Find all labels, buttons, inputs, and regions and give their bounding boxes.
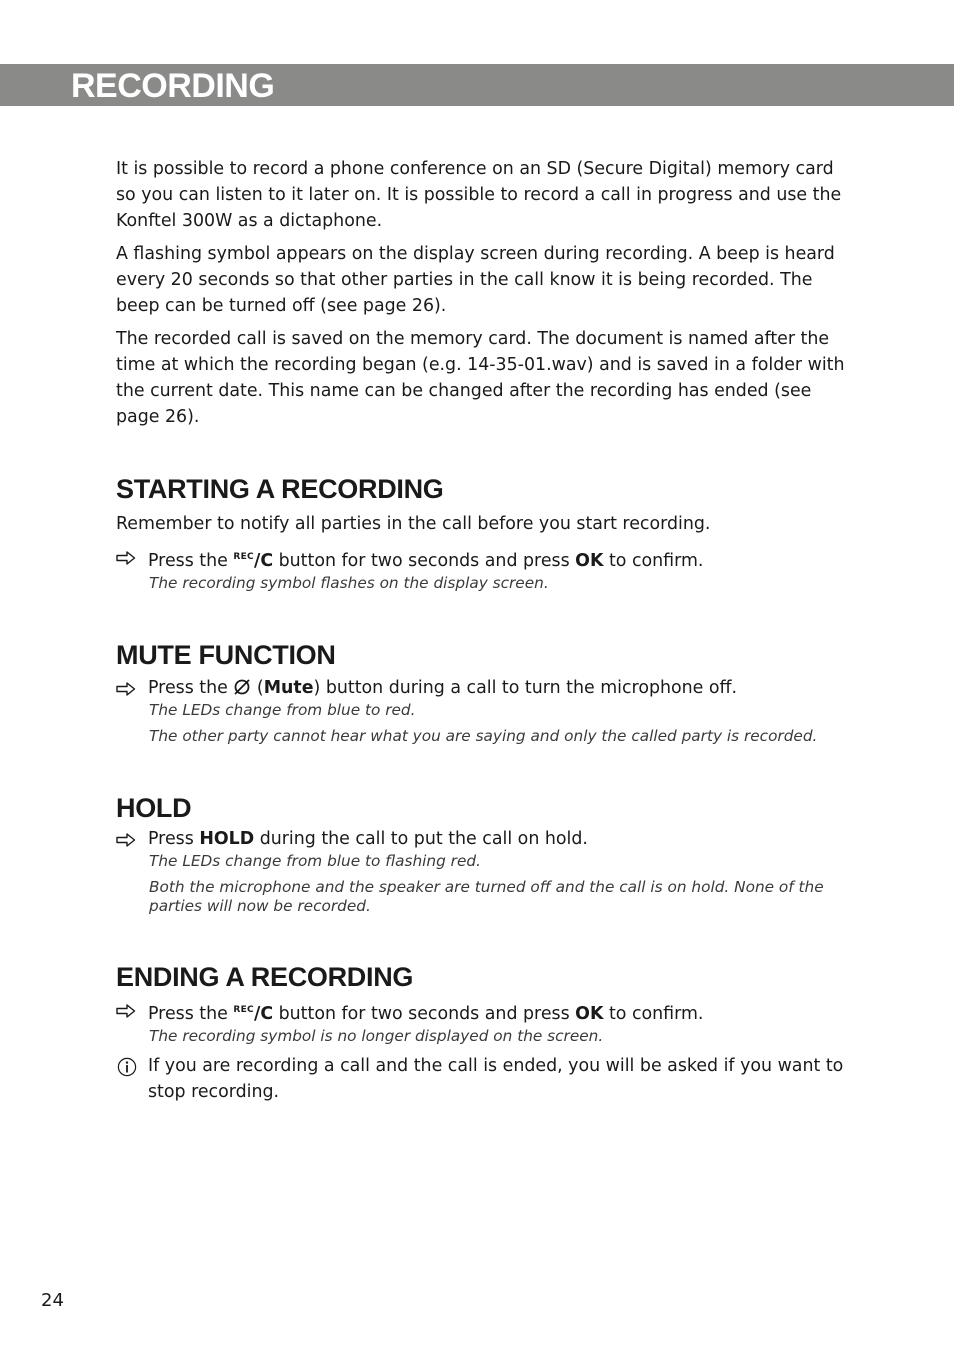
ok-key: OK bbox=[575, 551, 604, 571]
arrow-right-icon bbox=[116, 833, 136, 847]
mute-note-2: The other party cannot hear what you are saying and only the called party is recorded. bbox=[149, 727, 818, 745]
rec-label: REC bbox=[233, 552, 254, 562]
heading-ending-recording: ENDING A RECORDING bbox=[116, 962, 414, 992]
ok-key: OK bbox=[575, 1004, 604, 1024]
main-content bbox=[116, 156, 858, 1105]
heading-hold: HOLD bbox=[116, 793, 192, 823]
intro-paragraph-3: The recorded call is saved on the memory card. The document is named after the time at which the recording began (e.g. 14-35-01.wav) and is saved in a folder with the current date. This name can be changed after the recording has ended (see page 26). bbox=[116, 329, 845, 427]
mute-key: Mute bbox=[263, 678, 314, 698]
mute-icon bbox=[233, 678, 251, 696]
title-banner bbox=[0, 64, 954, 106]
arrow-right-icon bbox=[116, 551, 136, 565]
rec-c-key: /C bbox=[253, 551, 274, 571]
mute-note-1: The LEDs change from blue to red. bbox=[149, 701, 416, 719]
ending-note: The recording symbol is no longer displayed on the screen. bbox=[149, 1027, 604, 1045]
info-icon bbox=[117, 1057, 137, 1077]
arrow-right-icon bbox=[116, 1004, 136, 1018]
starting-text: Remember to notify all parties in the call before you start recording. bbox=[116, 514, 711, 534]
rec-c-key: /C bbox=[253, 1004, 274, 1024]
page-title: RECORDING bbox=[71, 67, 275, 105]
rec-label: REC bbox=[233, 1005, 254, 1015]
heading-starting-recording: STARTING A RECORDING bbox=[116, 474, 444, 504]
intro-paragraph-2: A flashing symbol appears on the display screen during recording. A beep is heard every 20 seconds so that other parties in the call know it is being recorded. The beep can be turned off (see page 26). bbox=[116, 244, 835, 316]
ending-info: If you are recording a call and the call is ended, you will be asked if you want to stop recording. bbox=[116, 1053, 858, 1105]
intro-paragraph-1: It is possible to record a phone conference on an SD (Secure Digital) memory card so you can listen to it later on. It is possible to record a call in progress and use the Konftel 300W as a dictaphone. bbox=[116, 159, 842, 231]
page-number: 24 bbox=[41, 1290, 64, 1311]
hold-key: HOLD bbox=[199, 829, 255, 849]
heading-mute-function: MUTE FUNCTION bbox=[116, 640, 336, 670]
starting-note: The recording symbol flashes on the display screen. bbox=[149, 574, 549, 592]
hold-note-1: The LEDs change from blue to flashing red. bbox=[149, 852, 481, 870]
arrow-right-icon bbox=[116, 682, 136, 696]
ending-step: Press the $^{REC}$/C button for two seconds and press OK to confirm. bbox=[116, 997, 858, 1027]
mute-step: Press the (Mute) button during a call to turn the microphone off. bbox=[116, 675, 858, 701]
hold-note-2: Both the microphone and the speaker are turned off and the call is on hold. None of the parties will now be recorded. bbox=[149, 878, 824, 915]
starting-step: Press the $^{REC}$/C button for two seconds and press OK to confirm. bbox=[116, 544, 858, 574]
hold-step: Press HOLD during the call to put the call on hold. bbox=[116, 826, 858, 852]
